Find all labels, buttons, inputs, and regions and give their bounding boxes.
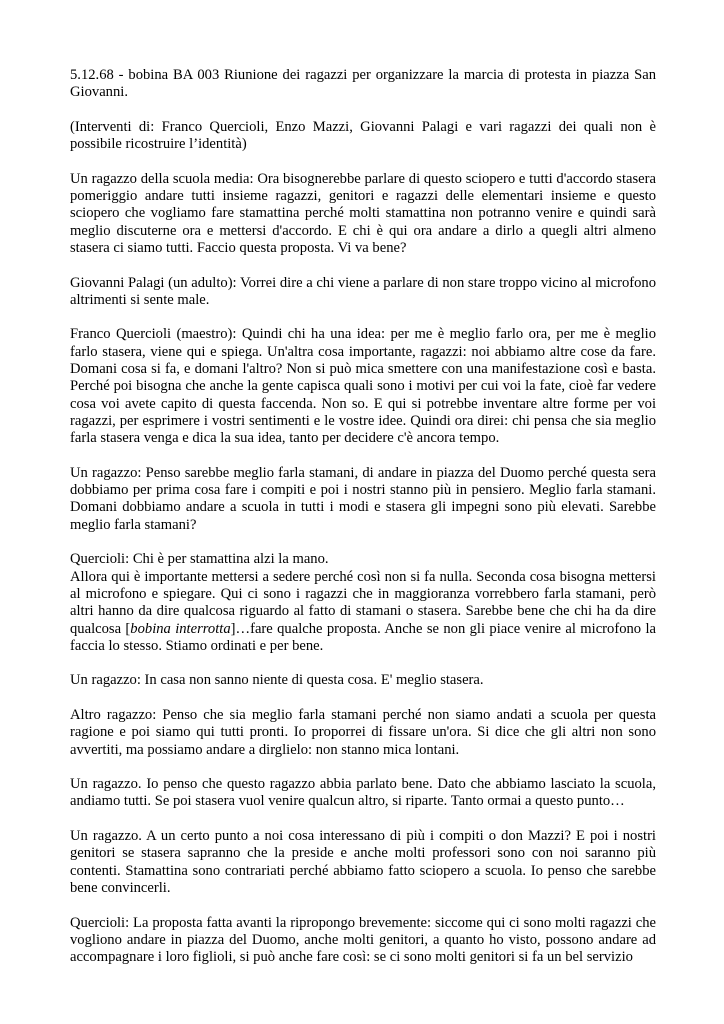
paragraph-with-note: [70, 551, 656, 655]
editorial-note: bobina interrotta: [130, 620, 231, 637]
paragraph: Quercioli: La proposta fatta avanti la ripropongo brevemente: siccome qui ci sono molti ragazzi che vogliono andare in piazza del Duomo, anche molti genitori, a quanto ho visto, possono andare ad accompagnare i loro figlioli, si può anche fare così: se ci sono molti genitori si fa un bel servizio: [70, 914, 656, 966]
paragraph: Un ragazzo: Penso sarebbe meglio farla stamani, di andare in piazza del Duomo perché questa sera dobbiamo per prima cosa fare i compiti e poi i nostri stanno più in pensiero. Meglio farla stamani. Domani dobbiamo andare a scuola in tutti i modi e stasera gli impegni sono più elevati. Sarebbe meglio farla stamani?: [70, 464, 656, 533]
paragraph: Giovanni Palagi (un adulto): Vorrei dire a chi viene a parlare di non stare troppo vicino al microfono altrimenti si sente male.: [70, 274, 656, 308]
paragraph-text: Allora qui è importante mettersi a sedere perché così non si fa nulla. Seconda cosa bisogna mettersi al microfono e spiegare. Qui ci sono i ragazzi che in maggioranza vorrebbero farla stamani, però altri hanno da dire qualcosa riguardo al fatto di stamani o stasera. Sarebbe bene che chi ha da dire qualcosa [: [70, 568, 656, 637]
document-heading: 5.12.68 - bobina BA 003 Riunione dei ragazzi per organizzare la marcia di protesta in piazza San Giovanni.: [70, 67, 656, 101]
paragraph: Un ragazzo. A un certo punto a noi cosa interessano di più i compiti o don Mazzi? E poi i nostri genitori se stasera sapranno che la preside e anche molti professori sono con noi saranno più contenti. Stamattina sono contrariati perché abbiamo fatto sciopero a scuola. Io penso che sarebbe bene convincerli.: [70, 828, 656, 896]
paragraph: Franco Quercioli (maestro): Quindi chi ha una idea: per me è meglio farlo ora, per me è meglio farlo stasera, viene qui e spiega. Un'altra cosa importante, ragazzi: noi abbiamo altre cose da fare. Domani cosa si fa, e domani l'altro? Non si può mica smettere con una manifestazione così e basta. Perché poi bisogna che anche la gente capisca quali sono i motivi per cui voi la fate, cioè far vedere cosa voi avete capito di questa faccenda. Non so. E qui si potrebbe inventare altre forme per voi ragazzi, per esprimere i vostri sentimenti e le vostre idee. Quindi ora direi: chi pensa che sia meglio farla stasera venga e dica la sua idea, tanto per decidere c'è ancora tempo.: [70, 326, 656, 447]
speakers-note: (Interventi di: Franco Quercioli, Enzo Mazzi, Giovanni Palagi e vari ragazzi dei quali non è possibile ricostruire l’identità): [70, 118, 656, 153]
paragraph: Un ragazzo. Io penso che questo ragazzo abbia parlato bene. Dato che abbiamo lasciato la scuola, andiamo tutti. Se poi stasera vuol venire qualcun altro, si riparte. Tanto ormai a questo punto…: [70, 776, 656, 810]
paragraph-text: ]…fare qualche proposta. Anche se non gli piace venire al microfono la faccia lo stesso. Stiamo ordinati e per bene.: [70, 620, 656, 654]
paragraph: Altro ragazzo: Penso che sia meglio farla stamani perché non siamo andati a scuola per questa ragione e poi siamo qui tutti pronti. Io proporrei di fissare un'ora. Si dice che gli altri non sono avvertiti, ma possiamo andare a dirglielo: non stanno mica lontani.: [70, 706, 656, 758]
paragraph-line: Quercioli: Chi è per stamattina alzi la mano.: [70, 551, 329, 568]
paragraph: Un ragazzo: In casa non sanno niente di questa cosa. E' meglio stasera.: [70, 672, 484, 689]
document-page: [70, 67, 656, 966]
paragraph: Un ragazzo della scuola media: Ora bisognerebbe parlare di questo sciopero e tutti d'accordo stasera pomeriggio andare tutti insieme ragazzi, genitori e ragazzi delle elementari insieme e questo sciopero che vogliamo fare stamattina perché molti stamattina non potranno venire e quindi sarà meglio discuterne ora e mettersi d'accordo. E chi è qui ora andare a dirlo a quegli altri almeno stasera ci siamo tutti. Faccio questa proposta. Vi va bene?: [70, 170, 656, 256]
